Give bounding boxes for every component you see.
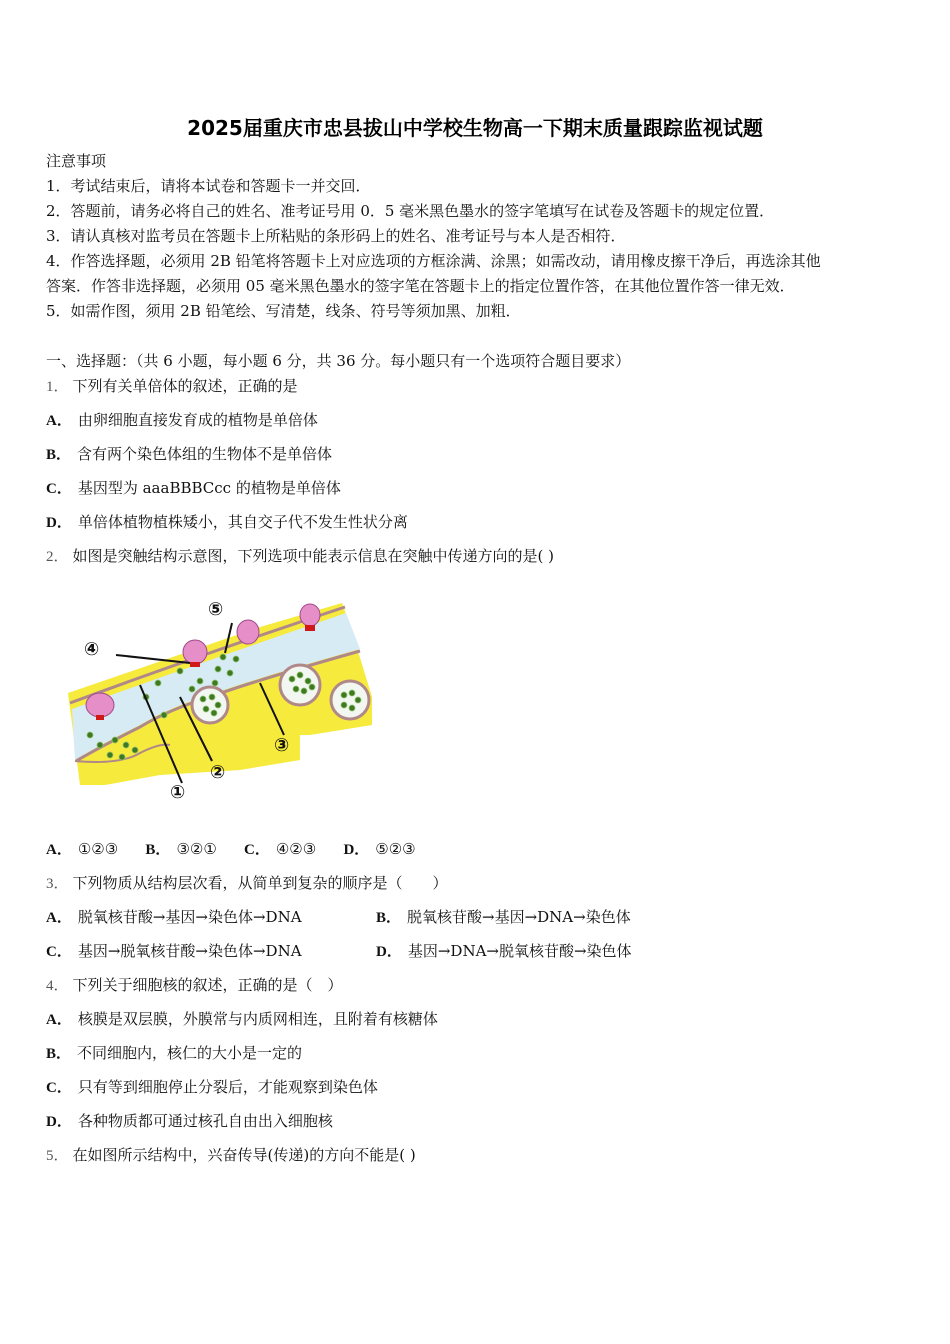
option-letter: C． [46,944,72,960]
question-1-stem [46,377,298,396]
option-letter: D． [376,944,402,960]
question-4-option-d[interactable] [46,1112,333,1131]
question-text: 下列有关单倍体的叙述，正确的是 [72,377,298,395]
option-letter: B． [46,447,72,463]
option-text: 基因→DNA→脱氧核苷酸→染色体 [407,942,632,960]
question-1-option-d[interactable] [46,513,408,532]
question-4-option-c[interactable] [46,1078,378,1097]
question-number: 2． [46,549,69,565]
question-2-options [46,840,438,859]
notice-heading: 注意事项 [46,152,107,170]
question-3-stem [46,874,448,893]
option-text: 单倍体植物植株矮小，其自交子代不发生性状分离 [77,513,408,531]
notice-item-3: 3．请认真核对监考员在答题卡上所粘贴的条形码上的姓名、准考证号与本人是否相符． [46,227,626,245]
section-heading: 一、选择题：（共 6 小题，每小题 6 分，共 36 分。每小题只有一个选项符合题目要求） [46,352,631,370]
notice-item-4: 4．作答选择题，必须用 2B 铅笔将答题卡上对应选项的方框涂满、涂黑；如需改动，请用橡皮擦干净后，再选涂其他 [46,252,821,270]
question-number: 4． [46,978,69,994]
label-2: ② [210,762,226,783]
notice-item-1: 1．考试结束后，请将本试卷和答题卡一并交回． [46,177,371,195]
option-letter: D． [343,842,370,858]
option-letter: C． [46,481,72,497]
option-letter: A． [46,842,72,858]
option-text: 核膜是双层膜，外膜常与内质网相连，且附着有核糖体 [77,1010,438,1028]
question-text: 下列物质从结构层次看，从简单到复杂的顺序是（ ） [72,874,448,892]
page-title: 2025届重庆市忠县拔山中学校生物高一下期末质量跟踪监视试题 [187,116,763,140]
option-letter: C． [244,842,270,858]
question-5-stem [46,1146,416,1165]
option-letter: D． [46,1114,72,1130]
option-text: 基因型为 aaaBBBCcc 的植物是单倍体 [77,479,341,497]
option-text: 由卵细胞直接发育成的植物是单倍体 [77,411,318,429]
synapse-diagram [60,585,400,810]
label-4: ④ [84,639,100,660]
question-2-option-a[interactable] [46,840,118,859]
question-1-option-c[interactable] [46,479,341,498]
question-3-option-d[interactable] [376,942,632,961]
option-text: 各种物质都可通过核孔自由出入细胞核 [77,1112,333,1130]
option-letter: D． [46,515,72,531]
question-number: 5． [46,1148,69,1164]
label-3: ③ [274,735,290,756]
option-text: ③②① [176,840,217,858]
question-text: 在如图所示结构中，兴奋传导(传递)的方向不能是( ) [72,1146,416,1164]
option-letter: A． [46,1012,72,1028]
label-1: ① [170,782,186,803]
question-2-option-c[interactable] [244,840,316,859]
question-2-stem [46,547,554,566]
question-2-option-d[interactable] [343,840,415,859]
option-text: 不同细胞内，核仁的大小是一定的 [77,1044,303,1062]
label-5: ⑤ [208,599,224,620]
option-text: 脱氧核苷酸→基因→染色体→DNA [77,908,302,926]
notice-item-2: 2．答题前，请务必将自己的姓名、准考证号用 0．5 毫米黑色墨水的签字笔填写在试卷及答题卡的规定位置． [46,202,775,220]
question-number: 3． [46,876,69,892]
option-letter: A． [46,910,72,926]
question-text: 如图是突触结构示意图，下列选项中能表示信息在突触中传递方向的是( ) [72,547,554,565]
option-text: 脱氧核苷酸→基因→DNA→染色体 [407,908,631,926]
option-text: ①②③ [77,840,119,858]
option-letter: A． [46,413,72,429]
option-text: ④②③ [275,840,317,858]
option-text: 只有等到细胞停止分裂后，才能观察到染色体 [77,1078,378,1096]
question-1-option-a[interactable] [46,411,318,430]
question-4-option-b[interactable] [46,1044,302,1063]
notice-item-4-cont: 答案．作答非选择题，必须用 05 毫米黑色墨水的签字笔在答题卡上的指定位置作答，在其他位置作答一律无效． [46,277,795,295]
question-3-option-b[interactable] [376,908,631,927]
question-2-option-b[interactable] [145,840,216,859]
question-4-option-a[interactable] [46,1010,438,1029]
option-letter: B． [46,1046,72,1062]
question-3-option-c[interactable] [46,942,302,961]
option-letter: C． [46,1080,72,1096]
option-letter: B． [145,842,171,858]
option-text: ⑤②③ [375,840,416,858]
question-text: 下列关于细胞核的叙述，正确的是（ ） [72,976,343,994]
question-1-option-b[interactable] [46,445,332,464]
option-letter: B． [376,910,402,926]
question-number: 1． [46,379,69,395]
option-text: 基因→脱氧核苷酸→染色体→DNA [77,942,302,960]
notice-item-5: 5．如需作图，须用 2B 铅笔绘、写清楚，线条、符号等须加黑、加粗． [46,302,521,320]
question-4-stem [46,976,343,995]
option-text: 含有两个染色体组的生物体不是单倍体 [77,445,333,463]
question-3-option-a[interactable] [46,908,302,927]
